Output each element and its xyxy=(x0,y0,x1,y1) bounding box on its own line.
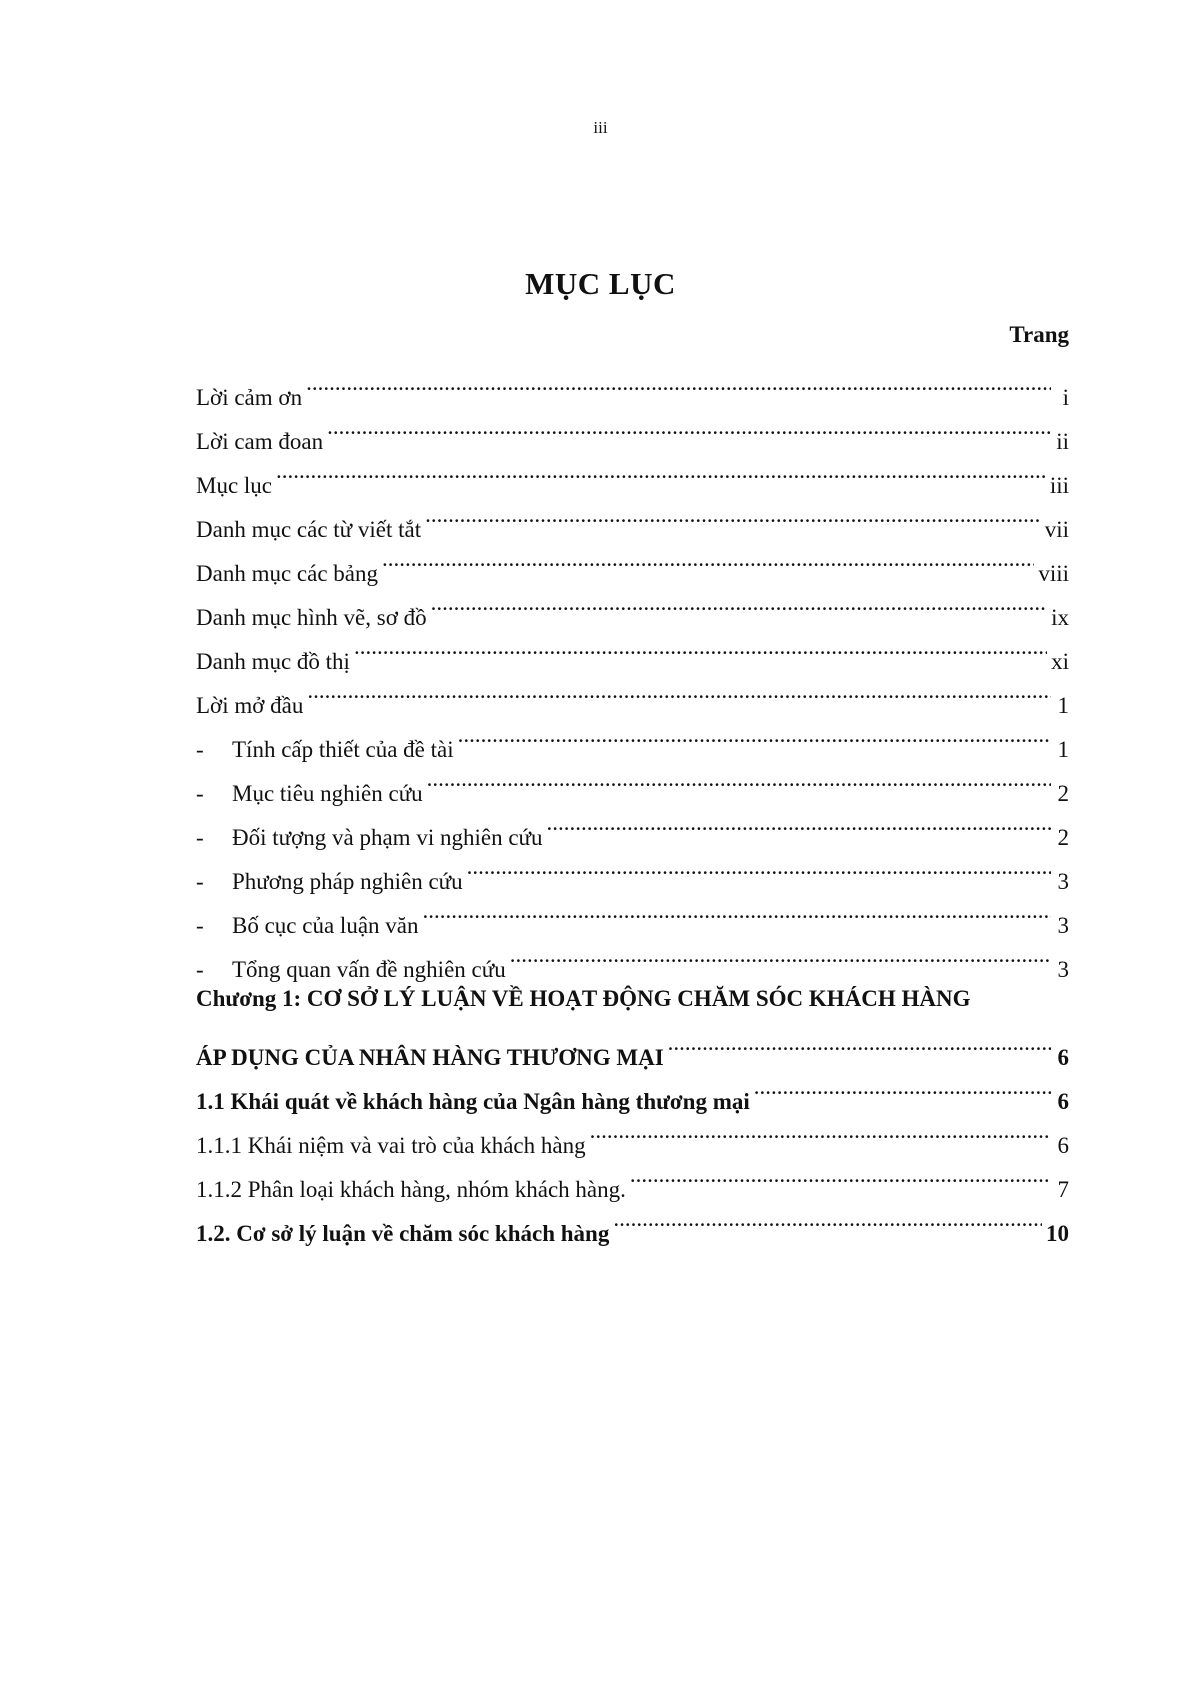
toc-entry-dot-leader xyxy=(630,1153,1051,1197)
toc-entry-label: Mục lục xyxy=(196,473,273,498)
toc-entry-page-number: 6 xyxy=(1057,1089,1069,1114)
toc-entry-page-number: 2 xyxy=(1057,825,1069,850)
toc-entry-label: Danh mục đồ thị xyxy=(196,649,350,674)
toc-list xyxy=(196,361,1069,1246)
toc-entry-label: Lời mở đầu xyxy=(196,693,304,718)
toc-entry-page-number: viii xyxy=(1038,561,1069,586)
toc-entry-dot-leader xyxy=(425,493,1041,537)
toc-entry[interactable] xyxy=(196,977,1069,1021)
toc-entry-dot-leader xyxy=(422,889,1051,933)
toc-entry-bullet: - xyxy=(196,869,204,894)
toc-entry-label: Danh mục các bảng xyxy=(196,561,379,586)
toc-entry-dot-leader xyxy=(306,361,1051,405)
toc-entry-label: 1.2. Cơ sở lý luận về chăm sóc khách hàng xyxy=(196,1221,610,1246)
toc-entry-dot-leader xyxy=(467,845,1051,889)
toc-entry[interactable] xyxy=(196,449,1069,498)
toc-entry-page-number: i xyxy=(1062,385,1069,410)
toc-entry[interactable] xyxy=(196,1021,1069,1070)
toc-entry-bullet: - xyxy=(196,913,204,938)
toc-entry-label: Mục tiêu nghiên cứu xyxy=(232,781,423,806)
toc-entry-label: Lời cảm ơn xyxy=(196,385,303,410)
toc-entry-page-number: xi xyxy=(1051,649,1069,674)
toc-entry[interactable] xyxy=(196,493,1069,542)
toc-entry-label: Tính cấp thiết của đề tài xyxy=(232,737,454,762)
toc-entry-bullet: - xyxy=(196,737,204,762)
toc-entry-label: Đối tượng và phạm vi nghiên cứu xyxy=(232,825,543,850)
toc-entry-page-number: 3 xyxy=(1057,869,1069,894)
toc-entry-page-number: iii xyxy=(1049,473,1069,498)
toc-entry-bullet: - xyxy=(196,825,204,850)
toc-entry-page-number: 1 xyxy=(1057,693,1069,718)
toc-entry-dot-leader xyxy=(754,1065,1051,1109)
toc-entry[interactable] xyxy=(196,361,1069,410)
toc-entry[interactable] xyxy=(196,405,1069,454)
toc-entry-page-number: 7 xyxy=(1057,1177,1069,1202)
toc-entry-page-number: 1 xyxy=(1057,737,1069,762)
toc-entry-dot-leader xyxy=(547,801,1052,845)
toc-entry-dot-leader xyxy=(382,537,1034,581)
toc-entry-label: Danh mục các từ viết tắt xyxy=(196,517,422,542)
toc-entry-dot-leader xyxy=(458,713,1051,757)
toc-entry-dot-leader xyxy=(276,449,1046,493)
toc-entry-page-number: vii xyxy=(1044,517,1069,542)
toc-page-column-header: Trang xyxy=(1009,322,1069,347)
toc-entry-page-number: 3 xyxy=(1057,913,1069,938)
toc-entry-dot-leader xyxy=(427,757,1051,801)
toc-entry-label: Chương 1: CƠ SỞ LÝ LUẬN VỀ HOẠT ĐỘNG CHĂM SÓC KHÁCH HÀNG xyxy=(196,986,971,1011)
toc-entry-page-number: 10 xyxy=(1046,1221,1069,1246)
toc-entry-bullet: - xyxy=(196,781,204,806)
toc-entry-dot-leader xyxy=(431,581,1047,625)
toc-entry-label: 1.1 Khái quát về khách hàng của Ngân hàng thương mại xyxy=(196,1089,750,1114)
toc-title: MỤC LỤC xyxy=(525,266,676,301)
toc-entry-label: Tổng quan vấn đề nghiên cứu xyxy=(232,957,506,982)
toc-entry-label: Bố cục của luận văn xyxy=(232,913,419,938)
page-number: iii xyxy=(593,118,608,137)
toc-entry-dot-leader xyxy=(613,1197,1042,1241)
toc-entry-label: 1.1.1 Khái niệm và vai trò của khách hàng xyxy=(196,1133,586,1158)
toc-entry-dot-leader xyxy=(590,1109,1051,1153)
toc-entry-page-number: 6 xyxy=(1057,1133,1069,1158)
toc-entry-bullet: - xyxy=(196,957,204,982)
toc-entry-dot-leader xyxy=(354,625,1047,669)
toc-entry-page-number: 3 xyxy=(1057,957,1069,982)
toc-entry-dot-leader xyxy=(307,669,1051,713)
toc-entry-label: ÁP DỤNG CỦA NHÂN HÀNG THƯƠNG MẠI xyxy=(196,1045,664,1070)
toc-entry-page-number: ii xyxy=(1056,429,1069,454)
toc-entry-label: Phương pháp nghiên cứu xyxy=(232,869,463,894)
toc-entry-dot-leader xyxy=(510,933,1051,977)
toc-entry-page-number: 6 xyxy=(1057,1045,1069,1070)
toc-entry-label: Lời cam đoan xyxy=(196,429,324,454)
toc-entry-dot-leader xyxy=(327,405,1051,449)
toc-entry-label: 1.1.2 Phân loại khách hàng, nhóm khách hàng. xyxy=(196,1177,626,1202)
toc-entry[interactable] xyxy=(196,669,1069,718)
toc-entry-page-number: ix xyxy=(1051,605,1069,630)
toc-entry-label: Danh mục hình vẽ, sơ đồ xyxy=(196,605,427,630)
toc-entry-page-number: 2 xyxy=(1057,781,1069,806)
toc-entry-dot-leader xyxy=(668,1021,1051,1065)
toc-entry[interactable] xyxy=(196,713,1069,762)
